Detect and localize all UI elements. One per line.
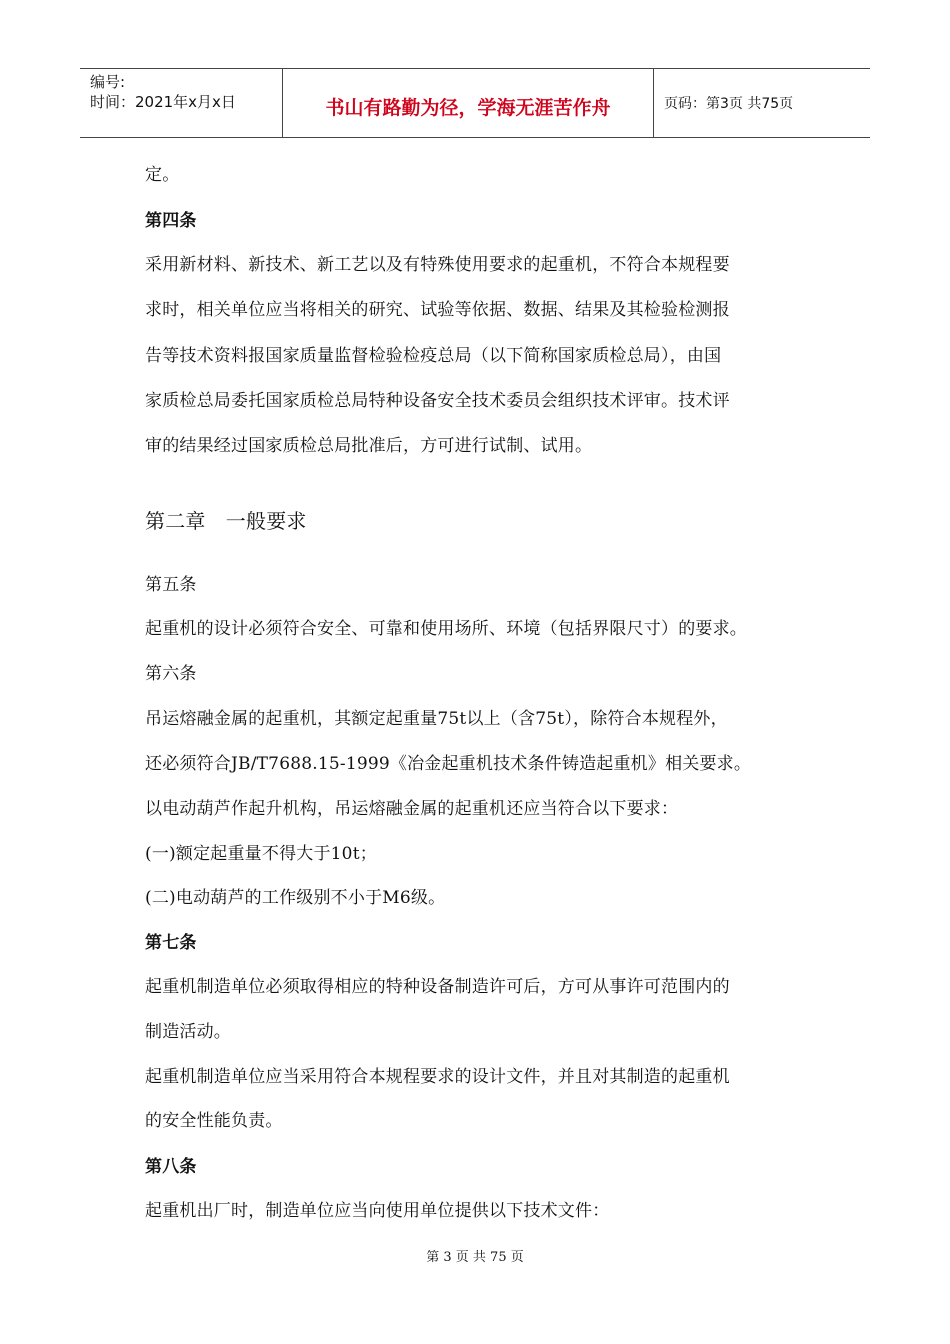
article-7-title: 第七条 bbox=[145, 933, 197, 953]
list-item: (二)电动葫芦的工作级别不小于M6级。 bbox=[145, 888, 446, 908]
page-footer: 第 3 页 共 75 页 bbox=[426, 1250, 524, 1265]
motto: 书山有路勤为径，学海无涯苦作舟 bbox=[325, 97, 611, 119]
body-line: 以电动葫芦作起升机构，吊运熔融金属的起重机还应当符合以下要求： bbox=[145, 799, 679, 819]
body-line: 起重机制造单位必须取得相应的特种设备制造许可后，方可从事许可范围内的 bbox=[145, 977, 730, 997]
body-line: 吊运熔融金属的起重机，其额定起重量75t以上（含75t），除符合本规程外， bbox=[145, 709, 728, 729]
body-line: 起重机制造单位应当采用符合本规程要求的设计文件，并且对其制造的起重机 bbox=[145, 1067, 730, 1087]
article-5-title: 第五条 bbox=[145, 575, 197, 595]
time-label: 时间：2021年x月x日 bbox=[90, 93, 236, 111]
body-line: 求时，相关单位应当将相关的研究、试验等依据、数据、结果及其检验检测报 bbox=[145, 300, 730, 320]
page-header bbox=[80, 68, 870, 138]
header-page-info: 页码：第3页 共75页 bbox=[664, 96, 794, 112]
body-line: 的安全性能负责。 bbox=[145, 1111, 283, 1131]
body-line: 采用新材料、新技术、新工艺以及有特殊使用要求的起重机，不符合本规程要 bbox=[145, 255, 730, 275]
article-6-title: 第六条 bbox=[145, 664, 197, 684]
body-line: 家质检总局委托国家质检总局特种设备安全技术委员会组织技术评审。技术评 bbox=[145, 391, 730, 411]
list-item: (一)额定起重量不得大于10t； bbox=[145, 844, 377, 864]
header-page-cell bbox=[654, 69, 870, 137]
body-line: 起重机出厂时，制造单位应当向使用单位提供以下技术文件： bbox=[145, 1201, 610, 1221]
header-meta bbox=[80, 69, 282, 137]
body-line: 制造活动。 bbox=[145, 1022, 231, 1042]
header-motto-cell bbox=[282, 69, 654, 137]
article-4-title: 第四条 bbox=[145, 211, 197, 231]
body-line: 定。 bbox=[145, 165, 180, 185]
body-line: 审的结果经过国家质检总局批准后，方可进行试制、试用。 bbox=[145, 436, 593, 456]
body-line: 告等技术资料报国家质量监督检验检疫总局（以下简称国家质检总局），由国 bbox=[145, 346, 722, 366]
serial-label: 编号: bbox=[90, 73, 126, 91]
body-line: 还必须符合JB/T7688.15-1999《冶金起重机技术条件铸造起重机》相关要求。 bbox=[145, 754, 752, 774]
body-line: 起重机的设计必须符合安全、可靠和使用场所、环境（包括界限尺寸）的要求。 bbox=[145, 619, 747, 639]
chapter-title: 第二章 一般要求 bbox=[145, 509, 307, 533]
article-8-title: 第八条 bbox=[145, 1157, 197, 1177]
